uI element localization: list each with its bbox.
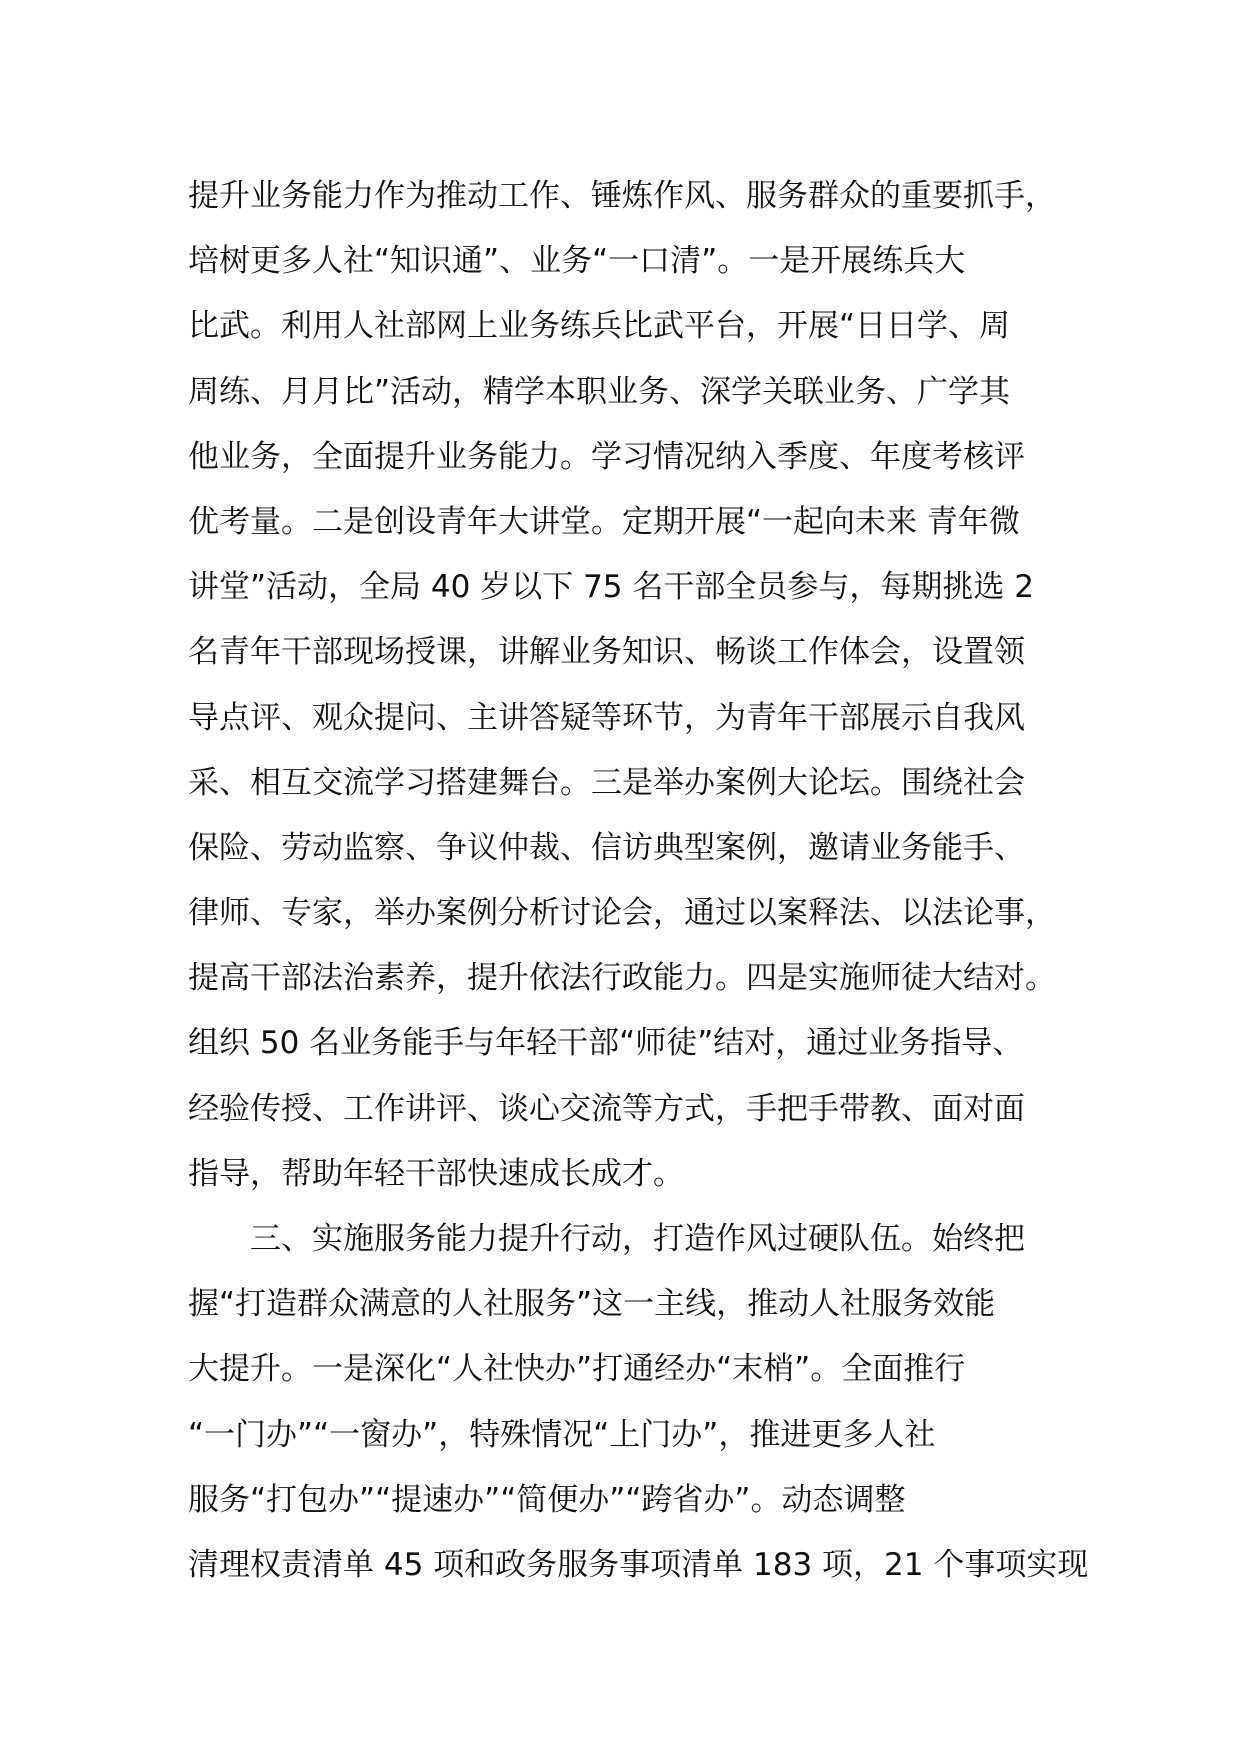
text-line: 名青年干部现场授课，讲解业务知识、畅谈工作体会，设置领 — [188, 634, 1025, 671]
text-line: 握“打造群众满意的人社服务”这一主线，推动人社服务效能 — [188, 1286, 996, 1323]
text-line: 组织 50 名业务能手与年轻干部“师徒”结对，通过业务指导、 — [188, 1025, 1024, 1062]
text-line: 清理权责清单 45 项和政务服务事项清单 183 项，21 个事项实现 — [188, 1546, 1089, 1583]
text-line: 培树更多人社“知识通”、业务“一口清”。一是开展练兵大 — [188, 243, 966, 280]
text-line: 经验传授、工作讲评、谈心交流等方式，手把手带教、面对面 — [188, 1090, 1025, 1127]
text-line: “一门办”“一窗办”，特殊情况“上门办”，推进更多人社 — [188, 1416, 936, 1453]
text-line: 三、实施服务能力提升行动，打造作风过硬队伍。始终把 — [188, 1221, 1025, 1257]
text-line: 采、相互交流学习搭建舞台。三是举办案例大论坛。围绕社会 — [188, 764, 1025, 801]
text-line: 比武。利用人社部网上业务练兵比武平台，开展“日日学、周 — [188, 308, 1011, 345]
text-line: 提升业务能力作为推动工作、锤炼作风、服务群众的重要抓手， — [188, 178, 1056, 214]
text-line: 提高干部法治素养，提升依法行政能力。四是实施师徒大结对。 — [188, 960, 1056, 997]
text-line: 导点评、观众提问、主讲答疑等环节，为青年干部展示自我风 — [188, 699, 1025, 736]
text-line: 律师、专家，举办案例分析讨论会，通过以案释法、以法论事， — [188, 895, 1056, 932]
text-line: 服务“打包办”“提速办”“简便办”“跨省办”。动态调整 — [188, 1481, 906, 1518]
text-line: 保险、劳动监察、争议仲裁、信访典型案例，邀请业务能手、 — [188, 829, 1025, 866]
text-line: 大提升。一是深化“人社快办”打通经办“末梢”。全面推行 — [188, 1351, 966, 1388]
body-text — [188, 164, 1088, 1598]
text-line: 优考量。二是创设青年大讲堂。定期开展“一起向未来 青年微 — [188, 503, 1020, 540]
text-line: 他业务，全面提升业务能力。学习情况纳入季度、年度考核评 — [188, 438, 1025, 475]
text-line: 指导，帮助年轻干部快速成长成才。 — [188, 1155, 684, 1192]
text-line: 讲堂”活动，全局 40 岁以下 75 名干部全员参与，每期挑选 2 — [188, 569, 1034, 606]
text-line: 周练、月月比”活动，精学本职业务、深学关联业务、广学其 — [188, 373, 1011, 410]
